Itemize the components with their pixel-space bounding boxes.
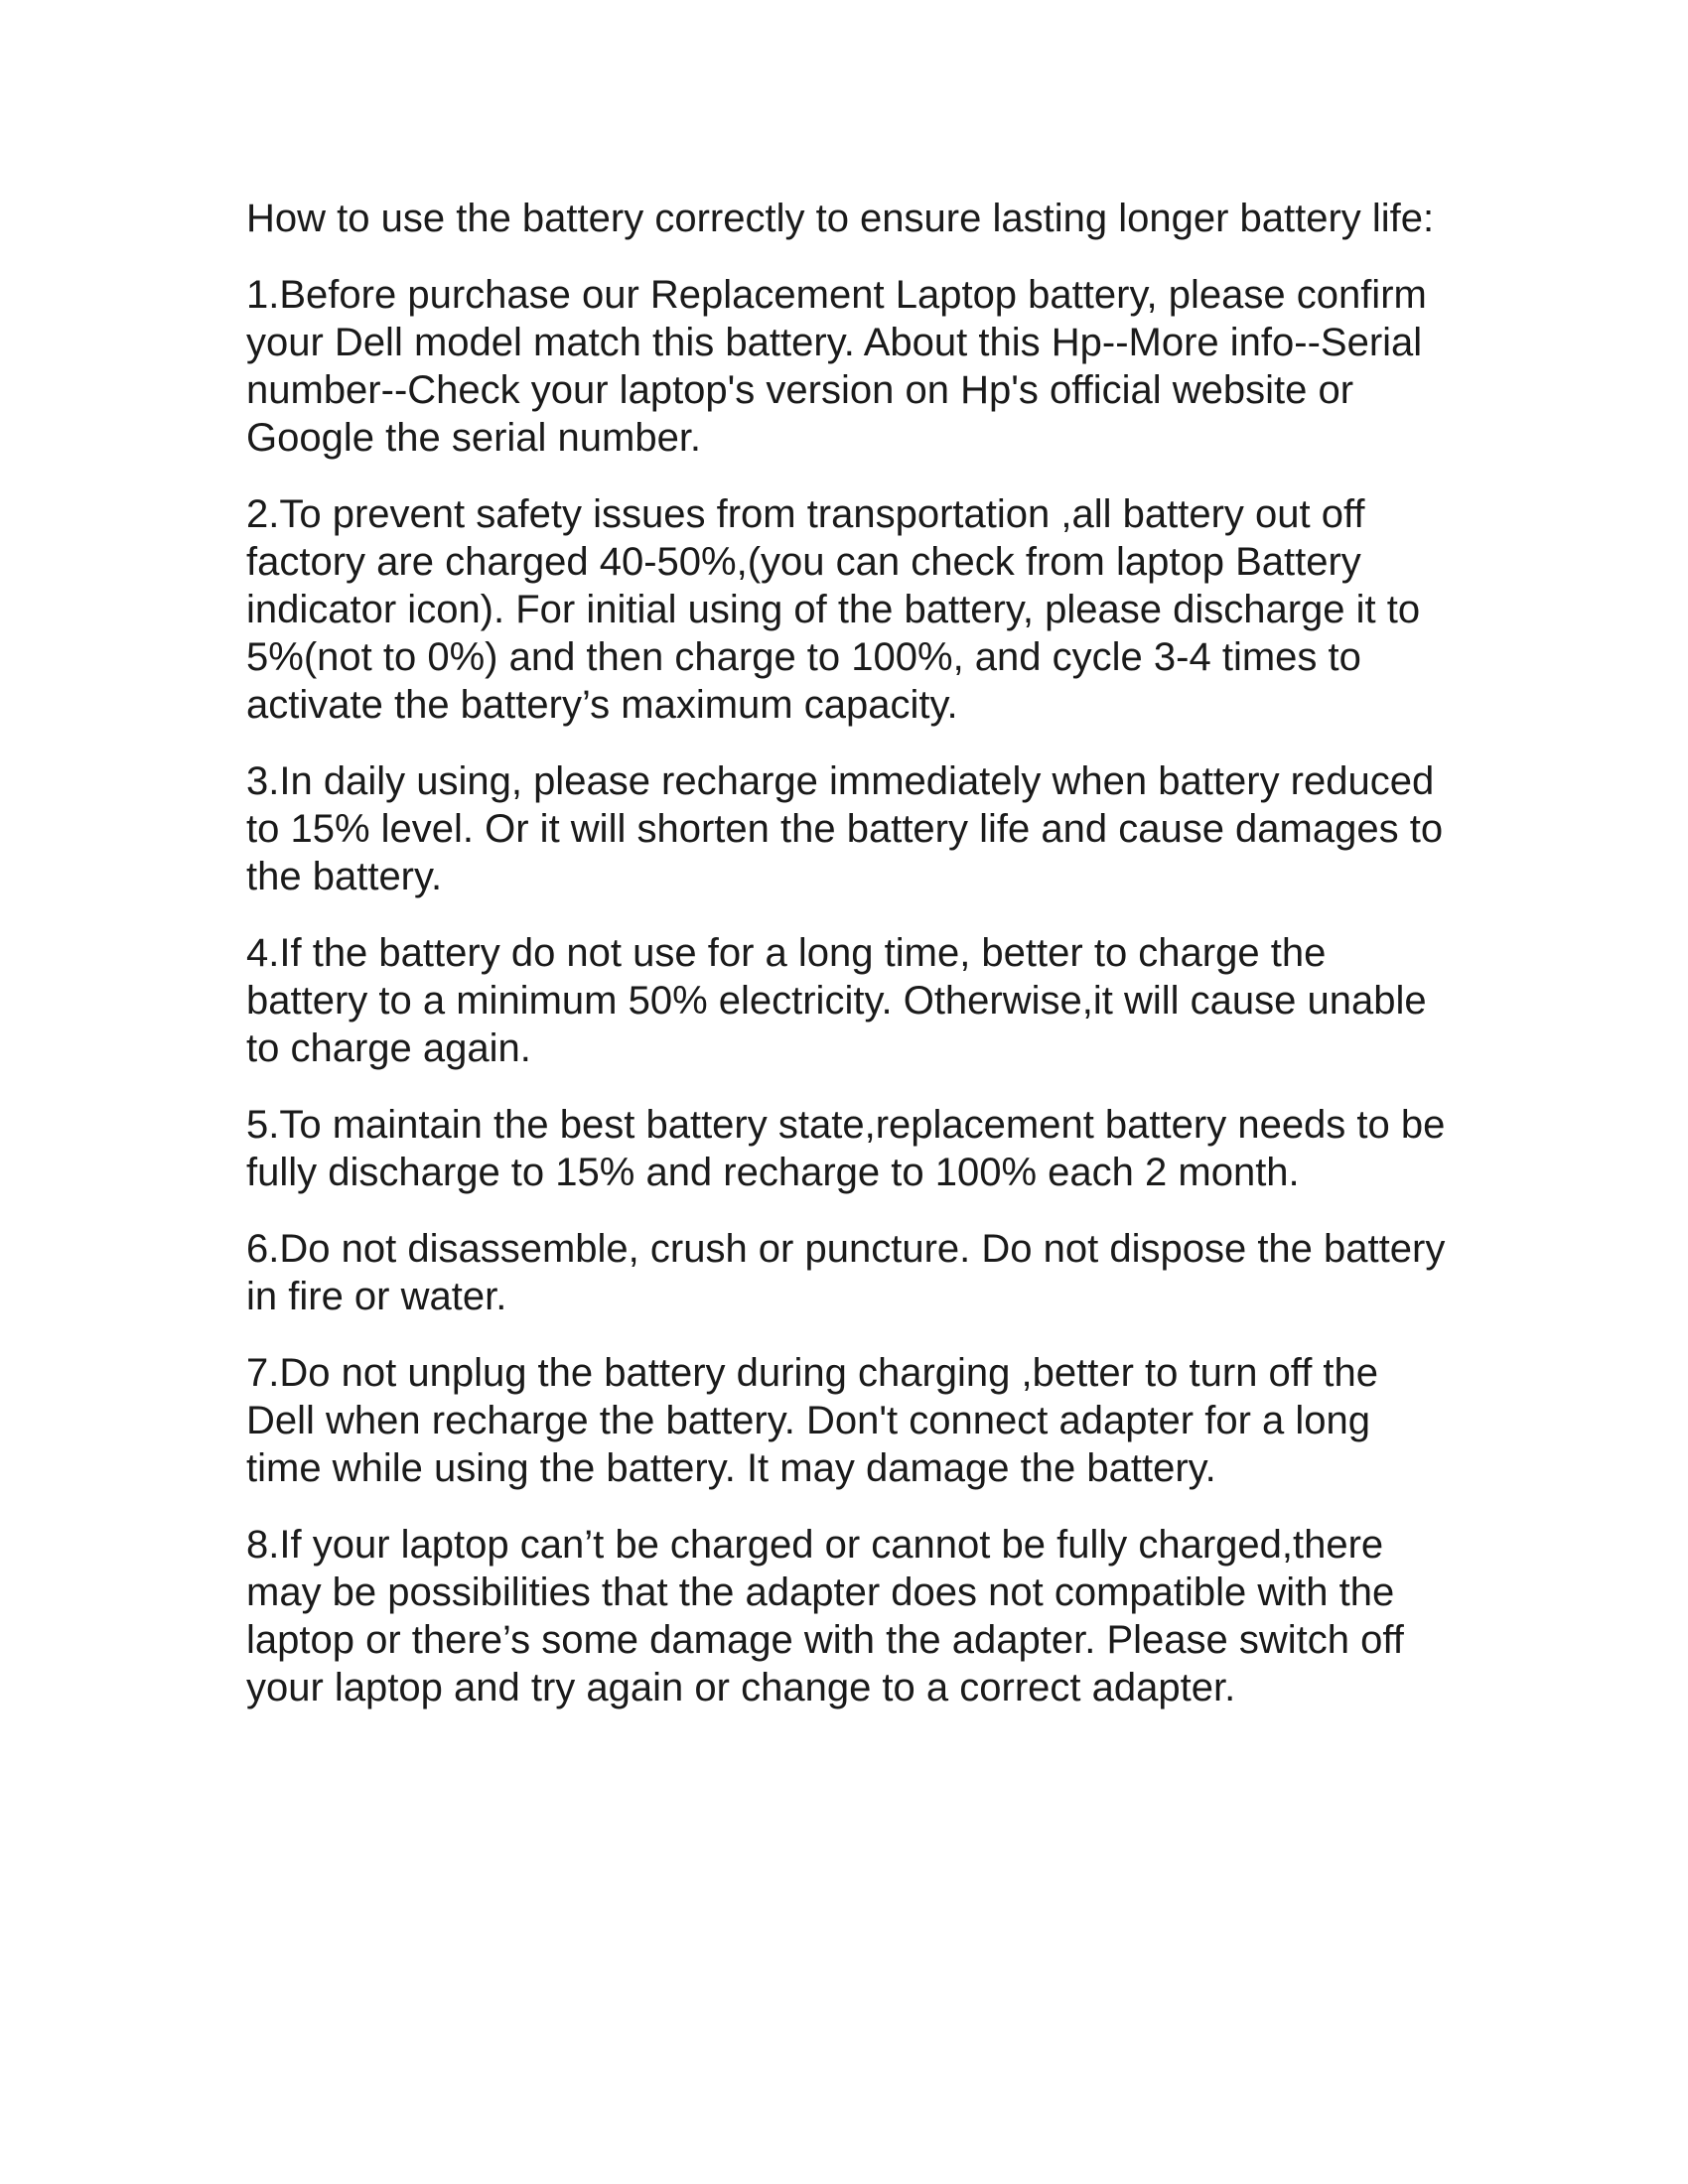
instruction-paragraph-8: 8.If your laptop can’t be charged or cannot be fully charged,there may be possibilities that the adapter does not compatible with the laptop or there’s some damage with the adapter. Please switch off your laptop and try again or change to a correct adapter. xyxy=(246,1523,1404,1709)
instruction-paragraph-5: 5.To maintain the best battery state,replacement battery needs to be fully discharge to 15% and recharge to 100% each 2 month. xyxy=(246,1103,1446,1194)
instruction-paragraph-7: 7.Do not unplug the battery during charging ,better to turn off the Dell when recharge the battery. Don't connect adapter for a long time while using the battery. It may damage the battery. xyxy=(246,1351,1379,1490)
instruction-paragraph-4: 4.If the battery do not use for a long time, better to charge the battery to a minimum 50% electricity. Otherwise,it will cause unable to charge again. xyxy=(246,931,1427,1070)
document-body xyxy=(246,195,1448,1740)
instruction-paragraph-3: 3.In daily using, please recharge immediately when battery reduced to 15% level. Or it will shorten the battery life and cause damages to the battery. xyxy=(246,759,1444,898)
page-title: How to use the battery correctly to ensure lasting longer battery life: xyxy=(246,197,1435,240)
instruction-paragraph-6: 6.Do not disassemble, crush or puncture. Do not dispose the battery in fire or water. xyxy=(246,1227,1446,1318)
instruction-paragraph-1: 1.Before purchase our Replacement Laptop battery, please confirm your Dell model match this battery. About this Hp--More info--Serial number--Check your laptop's version on Hp's official website or Google the serial number. xyxy=(246,273,1427,460)
instruction-paragraph-2: 2.To prevent safety issues from transportation ,all battery out off factory are charged 40-50%,(you can check from laptop Battery indicator icon). For initial using of the battery, please discharge it to 5%(not to 0%) and then charge to 100%, and cycle 3-4 times to activate the battery’s maximum capacity. xyxy=(246,492,1421,727)
